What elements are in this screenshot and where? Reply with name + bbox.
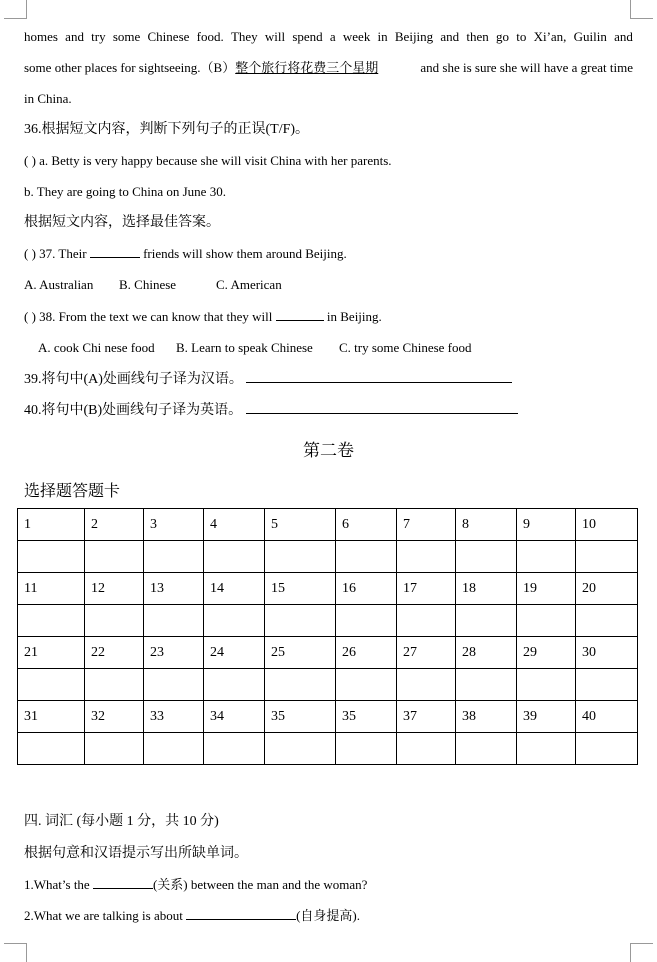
answer-cell[interactable] xyxy=(204,669,265,701)
q38-option-c: C. try some Chinese food xyxy=(339,340,472,355)
answer-blank[interactable] xyxy=(93,876,153,889)
question-number-cell: 37 xyxy=(397,701,456,733)
answer-cell[interactable] xyxy=(18,541,85,573)
answer-cell[interactable] xyxy=(397,605,456,637)
q37-option-b: B. Chinese xyxy=(119,277,177,292)
answer-blank[interactable] xyxy=(90,245,140,258)
question-number-cell: 23 xyxy=(144,637,204,669)
answer-cell[interactable] xyxy=(85,669,144,701)
answer-cell[interactable] xyxy=(576,605,638,637)
volume-title: 第二卷 xyxy=(303,441,354,460)
answer-row xyxy=(18,605,638,637)
answer-cell[interactable] xyxy=(336,605,397,637)
question-number-row xyxy=(18,509,638,541)
section-instruction: 根据短文内容，选择最佳答案。 xyxy=(24,215,220,230)
q37-option-a: A. Australian xyxy=(24,277,94,292)
question-number-cell: 7 xyxy=(397,509,456,541)
question-number-cell: 33 xyxy=(144,701,204,733)
q37-stem-text: ( ) 37. Their xyxy=(24,246,87,261)
answer-blank[interactable] xyxy=(246,401,518,414)
question-number-cell: 5 xyxy=(265,509,336,541)
answer-cell[interactable] xyxy=(517,669,576,701)
passage-word: food. xyxy=(196,29,224,44)
answer-cell[interactable] xyxy=(18,669,85,701)
q40 xyxy=(24,401,633,420)
part4-heading: 四. 词汇 (每小题 1 分，共 10 分) xyxy=(24,814,219,829)
question-number-cell: 27 xyxy=(397,637,456,669)
answer-cell[interactable] xyxy=(204,605,265,637)
passage-line-3: in China. xyxy=(24,91,72,106)
question-number-cell: 32 xyxy=(85,701,144,733)
corner-mark-bottom-right xyxy=(630,943,653,962)
question-number-cell: 19 xyxy=(517,573,576,605)
question-number-cell: 26 xyxy=(336,637,397,669)
question-number-cell: 35 xyxy=(336,701,397,733)
passage-word: to xyxy=(516,29,527,44)
answer-row xyxy=(18,733,638,765)
q36-item-b: b. They are going to China on June 30. xyxy=(24,184,226,199)
passage-word: then xyxy=(466,29,489,44)
answer-cell[interactable] xyxy=(265,541,336,573)
answer-cell[interactable] xyxy=(517,605,576,637)
question-number-cell: 17 xyxy=(397,573,456,605)
question-number-cell: 11 xyxy=(18,573,85,605)
q37-stem xyxy=(24,245,633,263)
question-number-cell: 38 xyxy=(456,701,517,733)
answer-cell[interactable] xyxy=(397,669,456,701)
question-number-cell: 24 xyxy=(204,637,265,669)
answer-cell[interactable] xyxy=(336,669,397,701)
answer-cell[interactable] xyxy=(456,541,517,573)
answer-card-title: 选择题答题卡 xyxy=(24,483,121,500)
answer-blank[interactable] xyxy=(186,907,296,920)
passage-word: and xyxy=(614,29,633,44)
question-number-cell: 39 xyxy=(517,701,576,733)
question-number-cell: 2 xyxy=(85,509,144,541)
question-number-cell: 31 xyxy=(18,701,85,733)
q38-option-a: A. cook Chi nese food xyxy=(38,340,155,355)
passage-text: and she is sure she will have a great time xyxy=(420,60,633,75)
underlined-sentence-b: 整个旅行将花费三个星期 xyxy=(235,60,379,75)
question-number-cell: 16 xyxy=(336,573,397,605)
answer-cell[interactable] xyxy=(576,541,638,573)
answer-cell[interactable] xyxy=(85,733,144,765)
answer-cell[interactable] xyxy=(85,605,144,637)
answer-cell[interactable] xyxy=(265,669,336,701)
question-number-cell: 1 xyxy=(18,509,85,541)
corner-mark-top-left xyxy=(4,0,27,19)
answer-row xyxy=(18,669,638,701)
question-number-cell: 29 xyxy=(517,637,576,669)
answer-cell[interactable] xyxy=(456,733,517,765)
part4-instruction: 根据句意和汉语提示写出所缺单词。 xyxy=(24,846,248,861)
question-number-cell: 6 xyxy=(336,509,397,541)
q38-option-b: B. Learn to speak Chinese xyxy=(176,340,313,355)
answer-cell[interactable] xyxy=(204,541,265,573)
q37-stem-text: friends will show them around Beijing. xyxy=(143,246,347,261)
q40-text: 40.将句中(B)处画线句子译为英语。 xyxy=(24,403,243,418)
answer-row xyxy=(18,541,638,573)
question-number-row xyxy=(18,573,638,605)
passage-word: go xyxy=(496,29,509,44)
passage-word: a xyxy=(329,29,336,44)
corner-mark-bottom-left xyxy=(4,943,27,962)
vocab-q1-text: (关系) between the man and the woman? xyxy=(152,877,368,892)
question-number-cell: 22 xyxy=(85,637,144,669)
q38-stem-text: ( ) 38. From the text we can know that they will xyxy=(24,309,273,324)
answer-cell[interactable] xyxy=(576,733,638,765)
answer-blank[interactable] xyxy=(276,308,324,321)
answer-cell[interactable] xyxy=(336,733,397,765)
passage-word: spend xyxy=(292,29,323,44)
question-number-cell: 9 xyxy=(517,509,576,541)
q38-stem-text: in Beijing. xyxy=(326,309,382,324)
question-number-cell: 18 xyxy=(456,573,517,605)
question-number-cell: 21 xyxy=(18,637,85,669)
passage-word: homes xyxy=(24,29,58,44)
question-number-cell: 40 xyxy=(576,701,638,733)
q36-instruction: 36.根据短文内容，判断下列句子的正误(T/F)。 xyxy=(24,122,310,137)
vocab-q2 xyxy=(24,907,633,925)
answer-blank[interactable] xyxy=(246,370,512,383)
answer-cell[interactable] xyxy=(144,541,204,573)
question-number-cell: 28 xyxy=(456,637,517,669)
answer-cell[interactable] xyxy=(85,541,144,573)
passage-word: They xyxy=(230,29,258,44)
answer-cell[interactable] xyxy=(456,669,517,701)
question-number-cell: 13 xyxy=(144,573,204,605)
q36-item-a: ( ) a. Betty is very happy because she will visit China with her parents. xyxy=(24,153,392,168)
q39 xyxy=(24,370,633,389)
answer-cell[interactable] xyxy=(517,541,576,573)
question-number-row xyxy=(18,701,638,733)
question-number-cell: 30 xyxy=(576,637,638,669)
question-number-row xyxy=(18,637,638,669)
question-number-cell: 4 xyxy=(204,509,265,541)
passage-word: week xyxy=(342,29,371,44)
q37-option-c: C. American xyxy=(216,277,282,292)
answer-card-grid xyxy=(17,508,638,765)
question-number-cell: 25 xyxy=(265,637,336,669)
answer-cell[interactable] xyxy=(576,669,638,701)
passage-word: will xyxy=(264,29,286,44)
passage-text: some other places for sightseeing.（B） xyxy=(24,60,236,75)
question-number-cell: 8 xyxy=(456,509,517,541)
answer-cell[interactable] xyxy=(144,669,204,701)
q38-options xyxy=(38,339,633,357)
vocab-q2-text: 2.What we are talking is about xyxy=(24,908,183,923)
answer-cell[interactable] xyxy=(456,605,517,637)
answer-cell[interactable] xyxy=(18,733,85,765)
question-number-cell: 14 xyxy=(204,573,265,605)
question-number-cell: 10 xyxy=(576,509,638,541)
vocab-q1-text: 1.What’s the xyxy=(24,877,90,892)
question-number-cell: 12 xyxy=(85,573,144,605)
answer-cell[interactable] xyxy=(265,605,336,637)
question-number-cell: 34 xyxy=(204,701,265,733)
answer-cell[interactable] xyxy=(144,733,204,765)
answer-cell[interactable] xyxy=(336,541,397,573)
passage-word: in xyxy=(377,29,388,44)
answer-cell[interactable] xyxy=(397,541,456,573)
answer-cell[interactable] xyxy=(204,733,265,765)
answer-cell[interactable] xyxy=(517,733,576,765)
passage-word: Chinese xyxy=(147,29,190,44)
question-number-cell: 20 xyxy=(576,573,638,605)
answer-cell[interactable] xyxy=(18,605,85,637)
q39-text: 39.将句中(A)处画线句子译为汉语。 xyxy=(24,372,243,387)
answer-cell[interactable] xyxy=(265,733,336,765)
answer-cell[interactable] xyxy=(144,605,204,637)
q38-stem xyxy=(24,308,633,326)
corner-mark-top-right xyxy=(630,0,653,19)
question-number-cell: 15 xyxy=(265,573,336,605)
vocab-q1 xyxy=(24,876,633,894)
passage-word: and xyxy=(440,29,460,44)
question-number-cell: 35 xyxy=(265,701,336,733)
passage-line-2 xyxy=(24,59,633,77)
passage-word: and xyxy=(65,29,84,44)
vocab-q2-text: (自身提高). xyxy=(296,908,361,923)
passage-word: some xyxy=(112,29,141,44)
passage-word: Xi’an, xyxy=(533,29,567,44)
answer-cell[interactable] xyxy=(397,733,456,765)
passage-word: Beijing xyxy=(394,29,434,44)
passage-word: Guilin xyxy=(573,29,607,44)
question-number-cell: 3 xyxy=(144,509,204,541)
q37-options xyxy=(24,276,633,294)
passage-line-1 xyxy=(24,28,633,46)
passage-word: try xyxy=(91,29,106,44)
